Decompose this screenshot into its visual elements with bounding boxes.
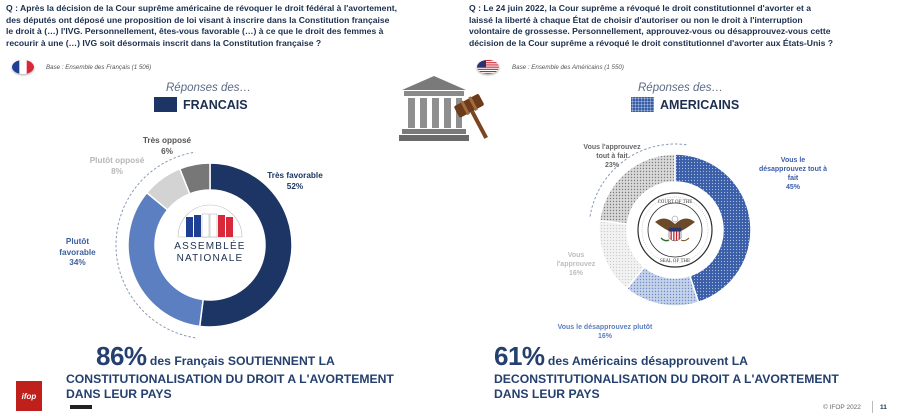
label-desapprouvez-tout [747, 156, 839, 192]
conclusion-us-pct: 61% [494, 341, 545, 371]
question-us-line: Q : Le 24 juin 2022, la Cour suprême a révoqué le droit constitutionnel d'avorter et a [469, 3, 812, 13]
label-desapprouvez-tout-name-3: fait [787, 175, 799, 182]
label-desapprouvez-plutot-value: 16% [597, 333, 612, 340]
svg-text:COURT OF THE: COURT OF THE [657, 199, 693, 204]
label-plutot-oppose-value: 8% [111, 166, 123, 176]
question-fr-line: recourir à une (…) IVG soit désormais inscrit dans la Constitution française ? [6, 37, 322, 48]
france-flag-icon [12, 60, 34, 74]
question-fr-line: Q : Après la décision de la Cour suprême américaine de révoquer le droit fédéral à l'avortement, [6, 3, 397, 13]
reponses-label-fr: Réponses des… [166, 82, 252, 94]
conclusion-fr [66, 341, 446, 402]
label-approuvez-tout-name-2: tout à fait [596, 153, 628, 160]
label-tres-favorable-name: Très favorable [267, 171, 323, 180]
conclusion-fr-line2: CONSTITUTIONALISATION DU DROIT A L'AVORTEMENT [66, 372, 394, 386]
conclusion-us-line3: DANS LEUR PAYS [494, 387, 600, 401]
label-plutot-favorable-value: 34% [69, 258, 86, 267]
gavel-courthouse-icon [398, 72, 494, 151]
label-tres-oppose-name: Très opposé [142, 136, 192, 145]
label-desapprouvez-tout-name-2: désapprouvez tout à [758, 166, 828, 173]
ifop-logo [16, 381, 42, 411]
label-plutot-favorable-name: Plutôt [65, 237, 90, 246]
label-plutot-favorable [40, 237, 115, 269]
label-approuvez-name-2: l'approuvez [556, 261, 596, 268]
us-supreme-court-seal [637, 192, 713, 273]
band-fr-square [154, 97, 177, 112]
question-us-line: décision de la Cour suprême a révoqué le droit constitutionnel d'avorter aux États-Unis ? [469, 37, 834, 48]
band-us [631, 97, 739, 112]
assemblee-nationale-logo [156, 201, 264, 281]
label-plutot-favorable-name-2: favorable [59, 247, 96, 257]
footer-divider [872, 401, 873, 413]
assemblee-text-2: NATIONALE [176, 253, 244, 264]
label-plutot-oppose-name: Plutôt opposé [89, 156, 145, 165]
band-us-square [631, 97, 654, 112]
svg-text:SEAL OF THE: SEAL OF THE [659, 258, 691, 263]
label-plutot-oppose [72, 156, 162, 177]
assemblee-text-1: ASSEMBLÉE [174, 241, 246, 252]
question-us-line: laissé la liberté à chaque État de choisir d'autoriser ou non le droit à l'interruption [469, 14, 803, 25]
label-approuvez-tout-value: 23% [604, 162, 619, 169]
label-tres-favorable-value: 52% [286, 181, 304, 191]
label-approuvez-value: 16% [568, 270, 583, 277]
question-fr-line: le droit à (…) l'IVG. Personnellement, êtes-vous favorable (…) à ce que le droit des femmes à [6, 26, 384, 37]
band-fr-label: FRANCAIS [183, 97, 248, 112]
label-tres-favorable [250, 171, 340, 192]
label-desapprouvez-plutot [530, 323, 680, 341]
band-us-label: AMERICAINS [660, 97, 740, 112]
label-desapprouvez-tout-name-1: Vous le [780, 157, 806, 164]
base-fr: Base : Ensemble des Français (1 506) [46, 64, 152, 71]
ifop-logo-text: ifop [21, 391, 37, 401]
footer-page-number: 11 [880, 404, 887, 411]
conclusion-fr-pct: 86% [96, 341, 147, 371]
label-desapprouvez-tout-value: 45% [785, 184, 800, 191]
base-us: Base : Ensemble des Américains (1 550) [512, 64, 624, 71]
conclusion-fr-line1: des Français SOUTIENNENT LA [146, 354, 335, 368]
conclusion-us-line1: des Américains désapprouvent LA [544, 354, 748, 368]
question-fr [6, 3, 438, 49]
label-tres-oppose-value: 6% [161, 146, 173, 156]
ifop-tagline-bar [70, 405, 92, 409]
conclusion-fr-line3: DANS LEUR PAYS [66, 387, 172, 401]
label-approuvez-tout [572, 143, 652, 170]
question-fr-line: des députés ont déposé une proposition de loi visant à inscrire dans la Constitution française [6, 14, 390, 25]
label-approuvez [541, 251, 611, 278]
question-us-line: volontaire de grossesse. Personnellement, approuvez-vous ou désapprouvez-vous cette [469, 26, 831, 37]
conclusion-us-line2: DECONSTITUTIONALISATION DU DROIT A L'AVORTEMENT [494, 372, 839, 386]
question-us [469, 3, 893, 49]
reponses-label-us: Réponses des… [638, 82, 724, 94]
label-approuvez-tout-name-1: Vous l'approuvez [583, 144, 641, 151]
conclusion-us [494, 341, 894, 402]
footer-copyright: © IFOP 2022 [823, 404, 861, 411]
band-fr [154, 97, 248, 112]
label-desapprouvez-plutot-name: Vous le désapprouvez plutôt [557, 324, 653, 331]
label-tres-oppose [122, 136, 212, 157]
usa-flag-icon [477, 60, 499, 74]
label-approuvez-name-1: Vous [567, 252, 585, 259]
